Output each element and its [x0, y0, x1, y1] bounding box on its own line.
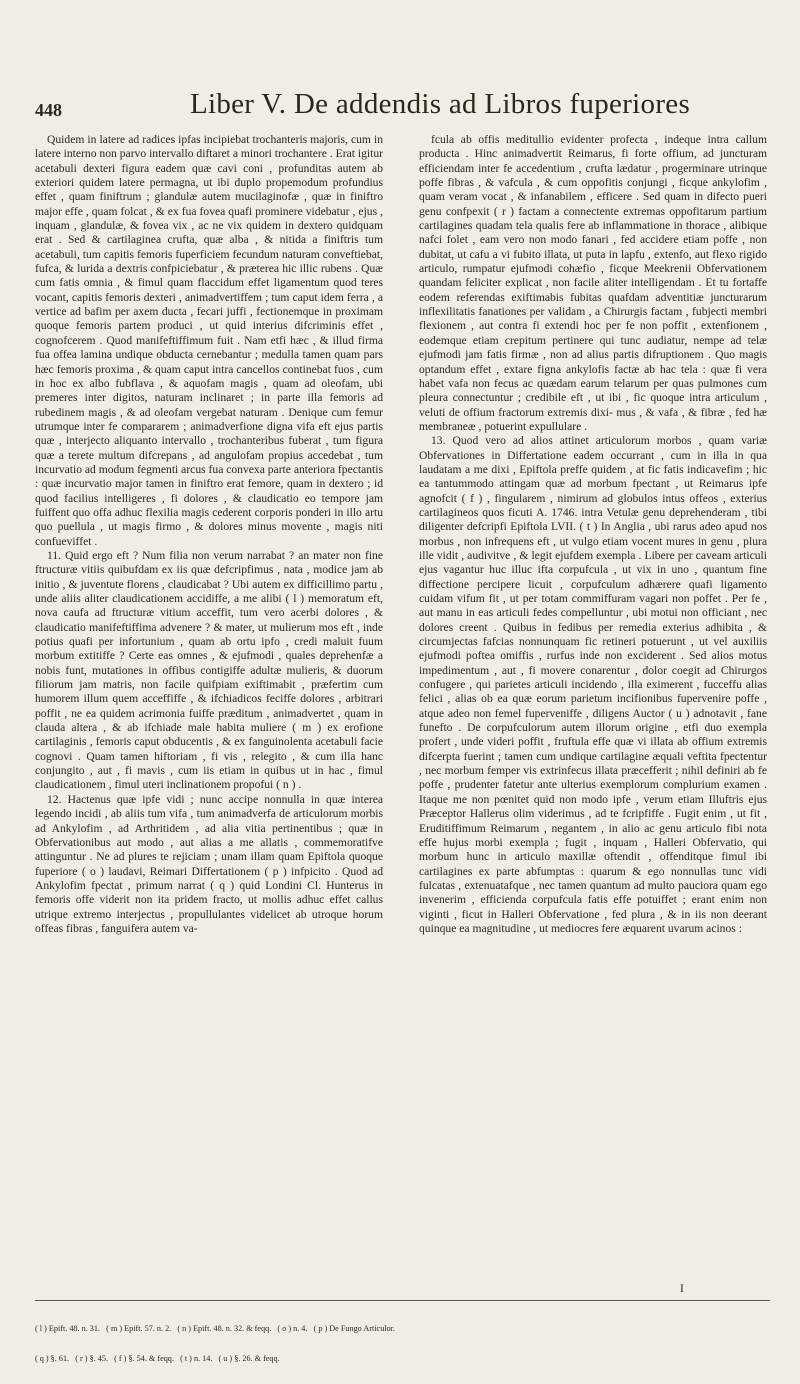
footnotes [35, 1304, 770, 1384]
running-title: Liber V. De addendis ad Libros fuperiores [189, 88, 691, 120]
paragraph: Quidem in latere ad radices ipfas incipiebat trochanteris majoris, cum in latere interno non parvo intervallo diftaret a minori trochantere . Erat igitur acetabuli dexteri figura eadem quæ cavi coni , profunditas autem ab exteriori quidem latere permagna, ut ibi duplo propemodum profundius effet , quam finiftrum ; glandulæ autem mucilaginofæ , quæ in finiftro major effe , quam folcat , & ex fua fovea quafi prominere videbatur , ejus , inquam , glandulæ, & fovea vix , ac ne vix quidem in dextero quidquam erat . Sed & cartilaginea crufta, quæ alba , & nitida a finiftris tum acetabuli, tum capitis femoris fuperficiem fecundum naturam conveftiebat, fufca, & lurida a dextris confpiciebatur , & præterea hic illic rubens . Quæ cum fatis omnia , & fimul quam flaccidum effet ligamentum quod teres vocant, capitis femoris dexteri , animadvertiffem ; tum caput idem ferra , a vertice ad bafim per axem ducta , fecari juffi , fectionemque in proximam quoque femoris partem produci , ut quid interius difcriminis effet , cognofcerem . Quod manifeftiffimum fuit . Nam etfi hæc , & illud firma fua offea lamina undique obducta cernebantur ; medulla tamen quam pars hæc femoris proxima , & quam caput intra cancellos continebat fuos , cum in hoc ex albo fubflava , & aquofam magis , quam ad oleofam, ubi premeres inter digitos, naturam inclinaret ; in parte illa femoris ad rubedinem magis , & ad oleofam vergebat naturam . Denique cum femur utrumque inter fe compararem ; animadverfione digna vifa eft ejus partis quæ , interjecto aliquanto intervallo , trochanteribus fuberat , tum figura quæ a terete multum difcrepans , ad angulofam propius accedebat , tum incurvatio ad modum fegmenti arcus fua convexa parte anteriora fpectantis : quæ incurvatio major tamen in finiftro erat femore, quam in dextero ; id quod facilius intelligeres , fi dolores , & claudicatio eo tempore jam fuiffent quo offa adhuc flexilia magis cederent corporis ponderi in illo artu quo puellula , ut magis firmo , & dolores minus movente , magis niti confueviffet . [35, 133, 383, 548]
page-number: 448 [35, 100, 62, 120]
paragraph: 12. Hactenus quæ ipfe vidi ; nunc accipe nonnulla in quæ interea legendo incidi , ab aliis tum vifa , tum animadverfa de articulorum morbis ad Ankylofim , ad Arthritidem , ad alia vitia pertinentibus ; quæ in Obfervationibus aut modo , aut alias a me allatis , commemoratifve attinguntur . Ne ad plures te rejiciam ; unam illam quam Epiftola quoque fuperiore ( o ) laudavi, Reimari Differtationem ( p ) infpicito . Quod ad Ankylofim fpectat , primum narrat ( q ) quid Londini Cl. Hunterus in femoris offe viderit non ita pridem fracto, ut mollis adhuc effet callus utrique extremo interjectus , propullulantes videlicet ab utroque horum offeas fibras , fanguifera autem va- [35, 792, 383, 935]
paragraph: 11. Quid ergo eft ? Num filia non verum narrabat ? an mater non fine ftructuræ vitiis quibufdam ex iis quæ defcripfimus , nata , modice jam ab initio , & juventute florens , claudicabat ? Ubi autem ex difficillimo partu , unde aliis aliter claudicationem accidiffe, a me alibi ( l ) memoratum eft, nova caufa ad ftructuræ vitium acceffit, tum vero acerbi dolores , & claudicatio manifeftiffima advenere ? & mater, ut mulierum mos eft , inde potius quafi per infortunium , quam ab ortu ipfo , credi maluit fuum morbum extitiffe ? Certe eas omnes , & ejufmodi , quales deprehenfæ a nobis funt, mutationes in offibus contigiffe adultæ mulieris, & duorum filiorum jam matris, non facile quifpiam exiftimabit , præfertim cum humorem illum quem acceffiffe , & ifchiadicos feciffe dolores , arbitrari poffit , ne ea quidem acrimonia fuiffe præditum , animadvertet , quam in clauda altera , & ab ifchiade male habita muliere ( m ) ex erofione cartilaginis , femoris caput obducentis , & ex fanguinolenta acetabuli facie cognovi . Quam tamen hiftoriam , fi vis , relegito , & cum illa hanc conjungito , aut , fi mavis , cum iis etiam in quibus ut in hac , fimul claudicationem , fimul uteri inclinationem propofui ( n ) . [35, 548, 383, 792]
page-header [30, 88, 770, 128]
catchword: I [680, 1283, 684, 1295]
left-column [35, 133, 383, 1283]
footnote-line: ( q ) §. 61. ( r ) §. 45. ( f ) §. 54. & feqq. ( t ) n. 14. ( u ) §. 26. & feqq. [35, 1354, 280, 1363]
paragraph: fcula ab offis meditullio evidenter profecta , indeque intra callum producta . Hinc animadvertit Reimarus, fi forte offium, ad juncturam efficiendam inter fe accedentium , crufta lædatur , progerminare utrinque poffe fibras , & vafcula , & cum oppofitis conjungi , ficque ankylofim , quam veram vocat , & infanabilem , efficere . Sed quam in difecto pueri genu confpexit ( r ) factam a connectente extremas oppofitarum partium cartilagines quadam tela qualis fere ab inflammatione in thorace , alibique nafci folet , eam vero non modo fanari , fed accidere etiam poffe , non dubitat, ut cafu a vi fubito illata, ut puta in lapfu , extenfo, aut flexo rigido articulo, rumpatur ejufmodi cohæfio , ficque Meekrenii Obfervationem quandam feliciter explicat , non facile aliter intelligendam . Et tu fortaffe eodem referendas exiftimabis fubitas quafdam adventitiæ juncturarum inflexilitatis fanationes per validam , a Chirurgis factam , fubjecti membri flexionem , aut contra fi extendi hoc per fe non poffit , extenfionem , eodemque etiam crepitum pertinere qui tunc audiatur, nempe ad telæ ejufmodi jam fatis firmæ , non ad alius partis difruptionem . Quo magis optandum effet , extare figna ankylofis factæ ab hac tela : quæ fi vera habet vafa non fecus ac quædam earum telarum per quas pulmones cum pleura connectuntur ; credibile eft , ut ibi , fic quoque intra articulum , veluti de offium fractorum extremis dixi- mus , & vafa , & fibræ , fed hæ membraneæ , potuerint expullulare . [419, 133, 767, 433]
paragraph: 13. Quod vero ad alios attinet articulorum morbos , quam variæ Obfervationes in Differtatione eadem occurrant , cum in illa in qua laudatam a me dixi , Epiftola preffe quidem , at fic fatis indicavefim ; hic ea tantummodo attingam quæ ad morbum fpectant , ut Reimarus ipfe agnofcit ( f ) , fingularem , nimirum ad globulos intus offeos , exterius cartilagineos quos ficuti A. 1746. intra Vetulæ genu deprehenderam , tibi diligenter defcripfi Epiftola LVII. ( t ) In Anglia , ubi rarus adeo apud nos morbus , non infrequens eft , ut vulgo etiam vocent mures in genu , plura ille vidit , audivitve , & legit ejufdem exempla . Libere per caveam articuli ejus vagantur huc illuc ifta corpufcula , ut vix in uno , quantum fine diffectione percipere licuit , corpufculum adhærere quafi ligamento cuidam vifum fit , ut per totam commiffuram vagari non poffet . Per fe , aut manu in eas articuli fedes compelluntur , ubi motui non officiant , nec dolores creent . Quibus in fedibus per remedia exterius adhibita , & circumjectas fafcias nonnunquam fic retineri potuerunt , ut vel auxiliis ejufmodi poftea omiffis , rurfus inde non exciderent . Sed alios motus impedimentum , aut , fi movere conarentur , dolor coegit ad Chirurgos confugere , qui parietes articuli incidendo , illa eximerent , fucceffu alias felici , alias ob ea quæ eorum parietum incifionibus fupervenire poffe , atque adeo non femel fuperveniffe , diligens Auctor ( u ) adnotavit , fane funefto . De corpufculorum autem illorum origine , etfi duo exempla profert , unde videri poffit , fruftula effe quæ vi illata ab offium extremis difcerpta fuerint ; tamen cum undique cartilagine æquali veftita fpectentur , nec morbum femper vis extrinfecus illata præcefferit ; nihil definiri ab fe poffe , prudenter fatetur ante ulterius exemplorum complurium examen . Itaque me non pœnitet quid non modo ipfe , verum etiam Illuftris ejus Præceptor Hallerus olim viderimus , ad te fcripfiffe . Fugit enim , ut fit , Eruditiffimum Reimarum , negantem , in alio ac genu articulo fibi nota effe hujus morbi exempla ; fugit , inquam , Halleri Obfervatio, qui morbum hunc in articulo maxillæ oftendit , offenditque fimul ibi cartilagines ex parte abfumptas : quarum & ego nonnullas tunc vidi fulcatas , extenuatafque , nec tamen quantum ad multo pauciora quam ego invenerim , efficienda corpufcula fatis effe potuiffet ; erant enim non viginti , ficut in Halleri Obfervatione , fed plura , & in iis non deerant quinque ea magnitudine , ut mediocres fere æquarent uvarum acinos : [419, 434, 767, 935]
right-column [419, 133, 767, 1283]
footnote-divider [35, 1300, 770, 1301]
footnote-line: ( l ) Epift. 48. n. 31. ( m ) Epift. 57. n. 2. ( n ) Epift. 48. n. 32. & feqq. ( o ) n. 4. ( p ) De Fungo Articulor. [35, 1324, 395, 1333]
